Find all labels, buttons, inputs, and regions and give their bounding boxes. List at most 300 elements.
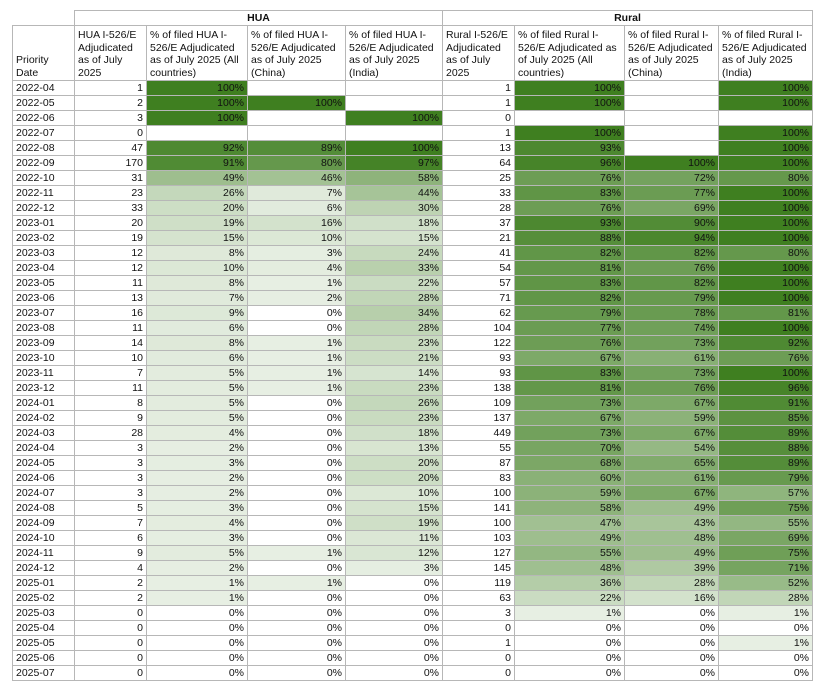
cell-hua-all: 8% — [147, 336, 248, 351]
cell-hua-india — [346, 126, 443, 141]
cell-rural-china: 16% — [625, 591, 719, 606]
cell-rural-india: 89% — [719, 456, 813, 471]
cell-hua-all: 0% — [147, 651, 248, 666]
cell-rural-india: 96% — [719, 381, 813, 396]
cell-rural-all: 60% — [515, 471, 625, 486]
cell-rural-india: 100% — [719, 276, 813, 291]
cell-hua-count: 0 — [75, 126, 147, 141]
priority-date-cell: 2025-03 — [13, 606, 75, 621]
cell-hua-all: 10% — [147, 261, 248, 276]
cell-rural-count: 141 — [443, 501, 515, 516]
cell-rural-china — [625, 126, 719, 141]
cell-hua-all: 5% — [147, 411, 248, 426]
priority-date-cell: 2023-09 — [13, 336, 75, 351]
table-row — [13, 171, 813, 186]
cell-hua-count: 9 — [75, 546, 147, 561]
table-row — [13, 621, 813, 636]
table-row — [13, 276, 813, 291]
priority-date-cell: 2023-01 — [13, 216, 75, 231]
cell-hua-india: 12% — [346, 546, 443, 561]
cell-rural-count: 57 — [443, 276, 515, 291]
cell-rural-all: 79% — [515, 306, 625, 321]
cell-hua-count: 1 — [75, 81, 147, 96]
cell-rural-all — [515, 111, 625, 126]
cell-hua-all: 1% — [147, 576, 248, 591]
cell-rural-china: 74% — [625, 321, 719, 336]
cell-rural-count: 449 — [443, 426, 515, 441]
cell-hua-all: 6% — [147, 351, 248, 366]
cell-hua-all: 2% — [147, 441, 248, 456]
cell-hua-all: 4% — [147, 426, 248, 441]
cell-hua-count: 0 — [75, 606, 147, 621]
table-row — [13, 111, 813, 126]
cell-rural-count: 0 — [443, 651, 515, 666]
table-row — [13, 486, 813, 501]
cell-hua-china: 0% — [248, 516, 346, 531]
table-row — [13, 426, 813, 441]
cell-hua-china: 0% — [248, 306, 346, 321]
cell-rural-count: 1 — [443, 96, 515, 111]
cell-hua-india: 58% — [346, 171, 443, 186]
cell-hua-count: 33 — [75, 201, 147, 216]
cell-rural-count: 62 — [443, 306, 515, 321]
table-row — [13, 231, 813, 246]
cell-hua-all: 5% — [147, 546, 248, 561]
cell-hua-all: 3% — [147, 531, 248, 546]
cell-hua-china: 10% — [248, 231, 346, 246]
table-row — [13, 381, 813, 396]
cell-hua-all: 3% — [147, 456, 248, 471]
cell-rural-india: 76% — [719, 351, 813, 366]
table-row — [13, 246, 813, 261]
priority-date-cell: 2024-02 — [13, 411, 75, 426]
rural-group-header: Rural — [443, 11, 813, 26]
cell-rural-china: 0% — [625, 636, 719, 651]
cell-rural-india: 0% — [719, 666, 813, 681]
cell-rural-china: 73% — [625, 366, 719, 381]
cell-rural-china: 0% — [625, 621, 719, 636]
table-row — [13, 351, 813, 366]
cell-rural-all: 93% — [515, 216, 625, 231]
cell-hua-china: 6% — [248, 201, 346, 216]
table-row — [13, 366, 813, 381]
cell-rural-india: 1% — [719, 636, 813, 651]
priority-date-cell: 2024-08 — [13, 501, 75, 516]
cell-rural-count: 3 — [443, 606, 515, 621]
cell-hua-all: 100% — [147, 81, 248, 96]
cell-rural-count: 0 — [443, 666, 515, 681]
cell-hua-china: 0% — [248, 396, 346, 411]
cell-rural-china: 100% — [625, 156, 719, 171]
table-row — [13, 411, 813, 426]
cell-rural-china: 61% — [625, 351, 719, 366]
priority-date-cell: 2024-12 — [13, 561, 75, 576]
cell-rural-china: 76% — [625, 381, 719, 396]
cell-hua-all — [147, 126, 248, 141]
cell-rural-all: 100% — [515, 81, 625, 96]
cell-hua-india: 0% — [346, 651, 443, 666]
cell-hua-all: 1% — [147, 591, 248, 606]
cell-rural-all: 81% — [515, 261, 625, 276]
cell-hua-india: 19% — [346, 516, 443, 531]
priority-date-cell: 2024-09 — [13, 516, 75, 531]
cell-rural-china: 49% — [625, 546, 719, 561]
cell-hua-india: 28% — [346, 291, 443, 306]
priority-date-cell: 2023-05 — [13, 276, 75, 291]
cell-rural-china: 0% — [625, 651, 719, 666]
cell-rural-india: 100% — [719, 291, 813, 306]
adjudication-table — [12, 10, 813, 681]
cell-hua-china: 2% — [248, 291, 346, 306]
cell-hua-all: 20% — [147, 201, 248, 216]
cell-rural-all: 73% — [515, 396, 625, 411]
cell-rural-count: 93 — [443, 351, 515, 366]
cell-rural-china — [625, 111, 719, 126]
priority-date-cell: 2023-11 — [13, 366, 75, 381]
cell-rural-india — [719, 111, 813, 126]
cell-hua-all: 3% — [147, 501, 248, 516]
cell-rural-china: 67% — [625, 486, 719, 501]
cell-hua-india: 23% — [346, 336, 443, 351]
cell-rural-china: 0% — [625, 666, 719, 681]
priority-date-cell: 2023-08 — [13, 321, 75, 336]
cell-hua-count: 31 — [75, 171, 147, 186]
cell-rural-all: 93% — [515, 141, 625, 156]
cell-hua-china: 0% — [248, 606, 346, 621]
cell-rural-all: 68% — [515, 456, 625, 471]
hua-group-header: HUA — [75, 11, 443, 26]
cell-hua-india: 0% — [346, 576, 443, 591]
cell-rural-china: 0% — [625, 606, 719, 621]
cell-hua-china: 7% — [248, 186, 346, 201]
table-row — [13, 576, 813, 591]
cell-rural-all: 0% — [515, 666, 625, 681]
cell-rural-count: 138 — [443, 381, 515, 396]
cell-hua-india: 18% — [346, 426, 443, 441]
cell-hua-india: 100% — [346, 111, 443, 126]
cell-hua-china: 4% — [248, 261, 346, 276]
cell-rural-all: 76% — [515, 336, 625, 351]
header-hua-count: HUA I-526/E Adjudicated as of July 2025 — [75, 26, 147, 81]
header-hua-all: % of filed HUA I-526/E Adjudicated as of July 2025 (All countries) — [147, 26, 248, 81]
table-row — [13, 396, 813, 411]
cell-hua-india: 33% — [346, 261, 443, 276]
priority-date-cell: 2022-10 — [13, 171, 75, 186]
cell-hua-count: 0 — [75, 651, 147, 666]
cell-hua-all: 49% — [147, 171, 248, 186]
table-row — [13, 516, 813, 531]
cell-rural-count: 21 — [443, 231, 515, 246]
header-rural-india: % of filed Rural I-526/E Adjudicated as of July 2025 (India) — [719, 26, 813, 81]
table-row — [13, 336, 813, 351]
cell-rural-all: 22% — [515, 591, 625, 606]
cell-rural-count: 55 — [443, 441, 515, 456]
cell-rural-india: 80% — [719, 246, 813, 261]
cell-hua-india: 18% — [346, 216, 443, 231]
blank-corner — [13, 11, 75, 26]
cell-hua-count: 2 — [75, 591, 147, 606]
cell-hua-all: 15% — [147, 231, 248, 246]
cell-hua-china: 0% — [248, 321, 346, 336]
cell-hua-all: 8% — [147, 246, 248, 261]
cell-rural-all: 83% — [515, 276, 625, 291]
cell-rural-india: 100% — [719, 186, 813, 201]
cell-rural-count: 100 — [443, 486, 515, 501]
cell-rural-count: 122 — [443, 336, 515, 351]
cell-hua-count: 20 — [75, 216, 147, 231]
cell-hua-count: 170 — [75, 156, 147, 171]
cell-hua-count: 47 — [75, 141, 147, 156]
cell-rural-china: 28% — [625, 576, 719, 591]
cell-hua-count: 11 — [75, 276, 147, 291]
cell-hua-china — [248, 111, 346, 126]
cell-hua-all: 6% — [147, 321, 248, 336]
table-row — [13, 441, 813, 456]
cell-rural-count: 13 — [443, 141, 515, 156]
cell-rural-all: 70% — [515, 441, 625, 456]
cell-rural-count: 54 — [443, 261, 515, 276]
table-row — [13, 291, 813, 306]
cell-rural-china: 59% — [625, 411, 719, 426]
cell-hua-count: 13 — [75, 291, 147, 306]
header-rural-china: % of filed Rural I-526/E Adjudicated as of July 2025 (China) — [625, 26, 719, 81]
cell-rural-india: 88% — [719, 441, 813, 456]
table-row — [13, 651, 813, 666]
cell-rural-count: 1 — [443, 126, 515, 141]
cell-rural-india: 100% — [719, 96, 813, 111]
cell-rural-india: 28% — [719, 591, 813, 606]
cell-hua-all: 0% — [147, 606, 248, 621]
cell-rural-china: 79% — [625, 291, 719, 306]
cell-rural-count: 83 — [443, 471, 515, 486]
cell-hua-all: 100% — [147, 96, 248, 111]
header-hua-china: % of filed HUA I-526/E Adjudicated as of July 2025 (China) — [248, 26, 346, 81]
cell-hua-count: 0 — [75, 636, 147, 651]
cell-rural-all: 0% — [515, 651, 625, 666]
table-row — [13, 216, 813, 231]
cell-hua-count: 10 — [75, 351, 147, 366]
cell-rural-india: 100% — [719, 141, 813, 156]
priority-date-cell: 2024-05 — [13, 456, 75, 471]
cell-hua-count: 0 — [75, 621, 147, 636]
cell-rural-count: 109 — [443, 396, 515, 411]
table-row — [13, 261, 813, 276]
cell-hua-all: 8% — [147, 276, 248, 291]
header-hua-india: % of filed HUA I-526/E Adjudicated as of July 2025 (India) — [346, 26, 443, 81]
priority-date-cell: 2025-02 — [13, 591, 75, 606]
table-row — [13, 546, 813, 561]
cell-hua-count: 23 — [75, 186, 147, 201]
cell-rural-all: 100% — [515, 96, 625, 111]
priority-date-cell: 2024-04 — [13, 441, 75, 456]
cell-hua-all: 9% — [147, 306, 248, 321]
table-row — [13, 141, 813, 156]
cell-hua-china: 3% — [248, 246, 346, 261]
cell-rural-india: 100% — [719, 366, 813, 381]
cell-rural-china: 78% — [625, 306, 719, 321]
cell-hua-all: 19% — [147, 216, 248, 231]
cell-hua-count: 9 — [75, 411, 147, 426]
cell-rural-count: 1 — [443, 636, 515, 651]
cell-hua-china: 1% — [248, 366, 346, 381]
cell-rural-india: 100% — [719, 321, 813, 336]
priority-date-cell: 2025-04 — [13, 621, 75, 636]
cell-rural-india: 100% — [719, 156, 813, 171]
cell-hua-china: 0% — [248, 456, 346, 471]
cell-rural-all: 77% — [515, 321, 625, 336]
cell-hua-count: 5 — [75, 501, 147, 516]
cell-hua-all: 2% — [147, 486, 248, 501]
cell-rural-india: 79% — [719, 471, 813, 486]
priority-date-cell: 2024-06 — [13, 471, 75, 486]
cell-hua-china: 1% — [248, 351, 346, 366]
table-row — [13, 456, 813, 471]
cell-rural-count: 119 — [443, 576, 515, 591]
cell-rural-china: 67% — [625, 426, 719, 441]
cell-rural-all: 88% — [515, 231, 625, 246]
cell-rural-count: 103 — [443, 531, 515, 546]
cell-rural-china — [625, 81, 719, 96]
cell-rural-count: 64 — [443, 156, 515, 171]
cell-hua-all: 5% — [147, 396, 248, 411]
cell-hua-india: 15% — [346, 231, 443, 246]
cell-hua-china: 0% — [248, 501, 346, 516]
cell-rural-india: 55% — [719, 516, 813, 531]
cell-hua-india: 97% — [346, 156, 443, 171]
cell-hua-china: 0% — [248, 651, 346, 666]
priority-date-cell: 2022-09 — [13, 156, 75, 171]
header-rural-all: % of filed Rural I-526/E Adjudicated as of July 2025 (All countries) — [515, 26, 625, 81]
cell-hua-all: 2% — [147, 561, 248, 576]
cell-hua-count: 7 — [75, 366, 147, 381]
cell-rural-india: 85% — [719, 411, 813, 426]
cell-hua-india: 0% — [346, 666, 443, 681]
priority-date-cell: 2024-11 — [13, 546, 75, 561]
cell-hua-india: 20% — [346, 456, 443, 471]
cell-rural-count: 137 — [443, 411, 515, 426]
cell-rural-all: 82% — [515, 246, 625, 261]
cell-rural-india: 71% — [719, 561, 813, 576]
cell-rural-india: 100% — [719, 126, 813, 141]
priority-date-cell: 2022-08 — [13, 141, 75, 156]
cell-hua-china: 0% — [248, 441, 346, 456]
cell-rural-all: 81% — [515, 381, 625, 396]
cell-rural-all: 100% — [515, 126, 625, 141]
cell-hua-china — [248, 81, 346, 96]
table-row — [13, 636, 813, 651]
cell-rural-india: 100% — [719, 201, 813, 216]
cell-rural-count: 0 — [443, 621, 515, 636]
cell-rural-india: 100% — [719, 81, 813, 96]
cell-rural-india: 100% — [719, 261, 813, 276]
priority-date-cell: 2025-01 — [13, 576, 75, 591]
cell-rural-count: 71 — [443, 291, 515, 306]
cell-hua-count: 19 — [75, 231, 147, 246]
cell-rural-count: 33 — [443, 186, 515, 201]
cell-rural-china: 65% — [625, 456, 719, 471]
table-row — [13, 186, 813, 201]
cell-hua-india: 23% — [346, 411, 443, 426]
cell-hua-count: 3 — [75, 441, 147, 456]
cell-rural-count: 63 — [443, 591, 515, 606]
cell-hua-india: 13% — [346, 441, 443, 456]
cell-rural-india: 69% — [719, 531, 813, 546]
cell-rural-china: 82% — [625, 246, 719, 261]
cell-rural-china: 48% — [625, 531, 719, 546]
table-row — [13, 666, 813, 681]
priority-date-cell: 2023-04 — [13, 261, 75, 276]
cell-hua-india — [346, 96, 443, 111]
cell-rural-china: 49% — [625, 501, 719, 516]
cell-rural-china — [625, 141, 719, 156]
cell-hua-china: 0% — [248, 426, 346, 441]
cell-rural-all: 67% — [515, 351, 625, 366]
cell-hua-all: 0% — [147, 636, 248, 651]
priority-date-cell: 2025-05 — [13, 636, 75, 651]
cell-rural-count: 104 — [443, 321, 515, 336]
cell-hua-india: 0% — [346, 636, 443, 651]
table-row — [13, 321, 813, 336]
priority-date-cell: 2023-10 — [13, 351, 75, 366]
cell-hua-china: 100% — [248, 96, 346, 111]
cell-rural-china: 76% — [625, 261, 719, 276]
cell-hua-china: 0% — [248, 636, 346, 651]
cell-rural-india: 75% — [719, 501, 813, 516]
cell-rural-count: 1 — [443, 81, 515, 96]
cell-rural-all: 83% — [515, 186, 625, 201]
cell-rural-count: 100 — [443, 516, 515, 531]
priority-date-cell: 2023-06 — [13, 291, 75, 306]
cell-hua-china: 0% — [248, 531, 346, 546]
priority-date-cell: 2025-06 — [13, 651, 75, 666]
table-body — [13, 81, 813, 681]
cell-hua-india: 21% — [346, 351, 443, 366]
cell-rural-all: 73% — [515, 426, 625, 441]
cell-hua-india: 20% — [346, 471, 443, 486]
cell-rural-all: 76% — [515, 171, 625, 186]
table-row — [13, 156, 813, 171]
header-rural-count: Rural I-526/E Adjudicated as of July 2025 — [443, 26, 515, 81]
cell-hua-india: 15% — [346, 501, 443, 516]
cell-rural-all: 76% — [515, 201, 625, 216]
cell-hua-count: 2 — [75, 96, 147, 111]
cell-rural-india: 100% — [719, 216, 813, 231]
cell-hua-china: 46% — [248, 171, 346, 186]
cell-rural-all: 47% — [515, 516, 625, 531]
table-row — [13, 591, 813, 606]
cell-hua-count: 14 — [75, 336, 147, 351]
cell-hua-india: 26% — [346, 396, 443, 411]
cell-rural-all: 1% — [515, 606, 625, 621]
cell-rural-count: 87 — [443, 456, 515, 471]
priority-date-cell: 2024-03 — [13, 426, 75, 441]
cell-rural-all: 49% — [515, 531, 625, 546]
cell-hua-india: 3% — [346, 561, 443, 576]
cell-hua-china: 0% — [248, 591, 346, 606]
cell-rural-china: 61% — [625, 471, 719, 486]
table-row — [13, 561, 813, 576]
cell-hua-all: 7% — [147, 291, 248, 306]
cell-hua-count: 11 — [75, 321, 147, 336]
table-row — [13, 471, 813, 486]
cell-hua-china: 1% — [248, 576, 346, 591]
cell-rural-count: 37 — [443, 216, 515, 231]
cell-hua-china: 16% — [248, 216, 346, 231]
cell-hua-india: 22% — [346, 276, 443, 291]
cell-rural-all: 0% — [515, 636, 625, 651]
cell-hua-india: 24% — [346, 246, 443, 261]
cell-rural-china: 73% — [625, 336, 719, 351]
